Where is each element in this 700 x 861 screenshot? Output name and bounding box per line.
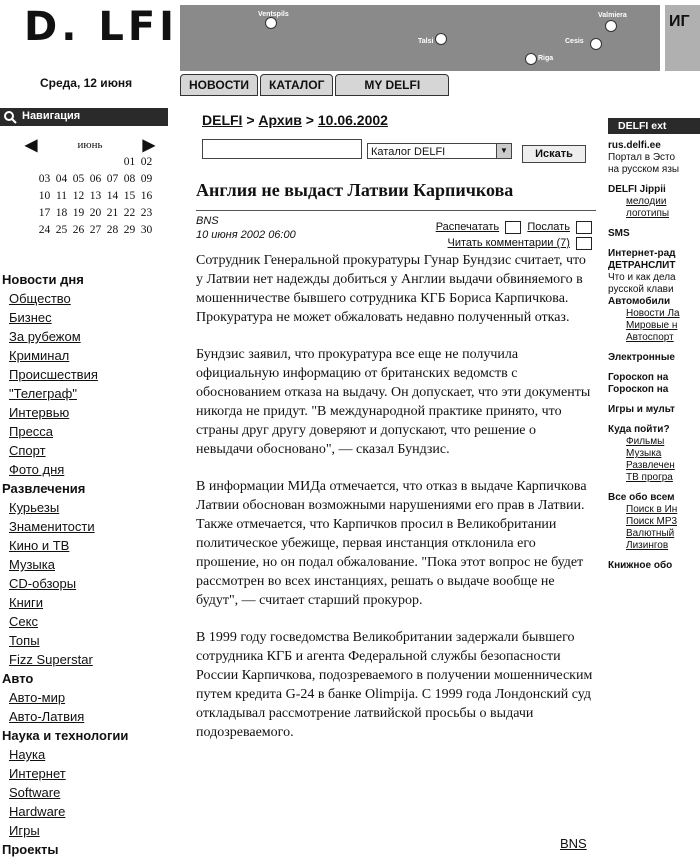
map-city: Cesis <box>565 38 584 45</box>
map-marker <box>590 38 602 50</box>
calendar-day[interactable]: 10 <box>38 190 51 202</box>
current-date: Среда, 12 июня <box>40 76 133 90</box>
calendar-day[interactable]: 19 <box>72 207 85 219</box>
nav-section-title[interactable]: Проекты <box>2 842 59 857</box>
calendar-day[interactable]: 16 <box>140 190 153 202</box>
calendar-day[interactable]: 30 <box>140 224 153 236</box>
article-paragraph: В информации МИДа отмечается, что отказ в выдаче Карпичкова Латвии обоснован возможными нарушениями его прав в Латвии. Также отмечается, что Карпичков просил в Великобритании политическое убежище, первая инстанция отклонила его прошение, но он подал обжалование. "Пока этот вопрос не будет рассмотрен во всех инстанциях, решать о выдаче вообще не будут", — считает старший прокурор. <box>196 479 587 608</box>
calendar-month-row <box>25 136 155 154</box>
catalog-select-value: Каталог DELFI <box>371 146 446 158</box>
search-input[interactable] <box>202 139 362 159</box>
right-link[interactable]: rus.delfi.ee <box>608 140 661 151</box>
nav-item[interactable]: Бизнес <box>9 310 52 325</box>
calendar-day[interactable]: 27 <box>89 224 102 236</box>
navigation-header <box>0 108 168 126</box>
right-link[interactable]: Поиск MP3 <box>626 516 678 527</box>
chevron-down-icon[interactable]: ▼ <box>496 144 511 158</box>
spacer <box>608 484 700 492</box>
calendar-day[interactable]: 28 <box>106 224 119 236</box>
calendar-day[interactable]: 07 <box>106 173 119 185</box>
calendar-days <box>25 154 155 239</box>
right-link[interactable]: логотипы <box>626 208 670 219</box>
right-link[interactable]: мелодии <box>626 196 667 207</box>
delfi-extra-header: DELFI ext <box>608 118 700 134</box>
calendar-day[interactable]: 05 <box>72 173 85 185</box>
comments-icon[interactable] <box>576 237 592 250</box>
article-datetime: 10 июня 2002 06:00 <box>196 229 296 241</box>
map-marker <box>605 20 617 32</box>
nav-item[interactable]: Топы <box>9 633 40 648</box>
calendar-week <box>25 188 155 205</box>
calendar-day[interactable]: 14 <box>106 190 119 202</box>
nav-item[interactable]: Фото дня <box>9 462 65 477</box>
spacer <box>608 552 700 560</box>
right-description: на русском язы <box>608 164 680 175</box>
right-link[interactable]: DELFI Jippii <box>608 184 666 195</box>
right-link[interactable]: Гороскоп на <box>608 384 669 395</box>
nav-section-title[interactable]: Развлечения <box>2 481 86 496</box>
navigation-title: Навигация <box>22 110 81 122</box>
spacer <box>608 220 700 228</box>
breadcrumb-date[interactable]: 10.06.2002 <box>317 112 388 128</box>
article-body <box>196 251 596 760</box>
delfi-logo[interactable]: D. LFI <box>24 4 179 50</box>
nav-section-title[interactable]: Авто <box>2 671 34 686</box>
calendar-day[interactable]: 04 <box>55 173 68 185</box>
right-link[interactable]: Гороскоп на <box>608 372 669 383</box>
right-link[interactable]: SMS <box>608 228 630 239</box>
spacer <box>608 344 700 352</box>
header-right-banner[interactable] <box>665 5 700 71</box>
calendar-day <box>104 154 121 171</box>
nav-item[interactable]: Курьезы <box>9 500 60 515</box>
calendar-day[interactable]: 06 <box>89 173 102 185</box>
calendar-week <box>25 154 155 171</box>
spacer <box>608 176 700 184</box>
calendar-month: июнь <box>77 139 103 151</box>
calendar-day[interactable]: 22 <box>123 207 136 219</box>
calendar-day[interactable]: 26 <box>72 224 85 236</box>
nav-item[interactable]: Игры <box>9 823 40 838</box>
right-link[interactable]: Фильмы <box>626 436 665 447</box>
nav-item[interactable]: Авто-Латвия <box>9 709 85 724</box>
nav-item[interactable]: Пресса <box>9 424 54 439</box>
nav-item[interactable]: Общество <box>9 291 71 306</box>
breadcrumb-separator: > <box>305 112 314 128</box>
send-link[interactable]: Послать <box>527 221 570 233</box>
right-link[interactable]: Музыка <box>626 448 662 459</box>
article-paragraph: Сотрудник Генеральной прокуратуры Гунар Бундзис считает, что у Латвии нет надежды добиться у Англии выдачи обвиняемого в мошенничестве бывшего сотрудника КГБ Бориса Карпичкова. Прокуратура не может обжаловать недавно полученный отказ. <box>196 253 586 325</box>
calendar-day[interactable]: 13 <box>89 190 102 202</box>
main-tabs <box>180 74 451 96</box>
right-link[interactable]: Лизингов <box>626 540 669 551</box>
map-city: Ventspils <box>258 11 289 18</box>
right-link[interactable]: Игры и мульт <box>608 404 675 415</box>
article-source: BNS <box>196 215 219 227</box>
right-link[interactable]: Куда пойти? <box>608 424 670 435</box>
right-link[interactable]: ТВ програ <box>626 472 673 483</box>
breadcrumb <box>202 112 388 128</box>
calendar-day <box>87 154 104 171</box>
right-link[interactable]: Валютный <box>626 528 675 539</box>
breadcrumb-archive[interactable]: Архив <box>258 112 302 128</box>
nav-item[interactable]: Музыка <box>9 557 55 572</box>
article-tools <box>400 219 592 251</box>
map-marker <box>525 53 537 65</box>
right-column <box>608 118 700 572</box>
nav-item[interactable]: Знаменитости <box>9 519 95 534</box>
nav-item[interactable]: CD-обзоры <box>9 576 77 591</box>
article-paragraph: В 1999 году госведомства Великобритании задержали бывшего сотрудника КГБ и агента Федеральной службы безопасности России Карпичкова, подозреваемого в получении мошенническим путем кредита G-24 в банке Olimpija. С 1999 года Лондонский суд откладывал рассмотрение латвийской просьбы о выдачи подозреваемого. <box>196 630 593 740</box>
right-link[interactable]: Мировые н <box>626 320 678 331</box>
calendar <box>25 136 155 239</box>
nav-section-title[interactable]: Новости дня <box>2 272 84 287</box>
calendar-day <box>70 154 87 171</box>
right-link[interactable]: Электронные <box>608 352 675 363</box>
calendar-day[interactable]: 29 <box>123 224 136 236</box>
left-navigation <box>0 270 170 859</box>
nav-item[interactable]: Интервью <box>9 405 70 420</box>
calendar-day[interactable]: 03 <box>38 173 51 185</box>
calendar-day[interactable]: 02 <box>140 156 153 168</box>
calendar-week <box>25 222 155 239</box>
nav-item[interactable]: Fizz Superstar <box>9 652 93 667</box>
calendar-day[interactable]: 25 <box>55 224 68 236</box>
calendar-day[interactable]: 20 <box>89 207 102 219</box>
right-link[interactable]: Автоспорт <box>626 332 674 343</box>
calendar-day[interactable]: 18 <box>55 207 68 219</box>
right-link[interactable]: Новости Ла <box>626 308 680 319</box>
prev-month-icon[interactable]: ◀ <box>25 137 38 154</box>
envelope-icon[interactable] <box>576 221 592 234</box>
right-links <box>608 140 700 572</box>
right-description: русской клави <box>608 284 674 295</box>
printer-icon[interactable] <box>505 221 521 234</box>
nav-section-title[interactable]: Наука и технологии <box>2 728 129 743</box>
nav-item[interactable]: Авто-мир <box>9 690 66 705</box>
catalog-select[interactable] <box>367 143 512 159</box>
calendar-day[interactable]: 17 <box>38 207 51 219</box>
spacer <box>608 416 700 424</box>
tab-my-delfi[interactable]: MY DELFI <box>335 74 449 96</box>
nav-item[interactable]: Наука <box>9 747 46 762</box>
nav-item[interactable]: Интернет <box>9 766 66 781</box>
spacer <box>608 396 700 404</box>
tab-catalog[interactable]: КАТАЛОГ <box>260 74 333 96</box>
right-link[interactable]: Автомобили <box>608 296 671 307</box>
nav-item[interactable]: За рубежом <box>9 329 81 344</box>
print-link[interactable]: Распечатать <box>435 221 500 233</box>
next-month-icon[interactable]: ▶ <box>142 137 155 154</box>
calendar-day <box>53 154 70 171</box>
article-paragraph: Бундзис заявил, что прокуратура все еще не получила официальную информацию от британских ведомств с обоснованием отказа на выдачу. Он допускает, что эти документы никогда не придут. "В международной практике принято, что страны друг другу доверяют и допускают, что решение о невыдачи обосновано", — сказал Бундзис. <box>196 347 591 457</box>
magnifier-icon <box>3 110 17 124</box>
header-map-banner[interactable] <box>180 5 660 71</box>
right-link[interactable]: Книжное обо <box>608 560 673 571</box>
calendar-day[interactable]: 12 <box>72 190 85 202</box>
breadcrumb-separator: > <box>246 112 255 128</box>
map-city: Riga <box>538 55 554 62</box>
calendar-day[interactable]: 11 <box>55 190 68 202</box>
calendar-day[interactable]: 09 <box>140 173 153 185</box>
calendar-day[interactable]: 08 <box>123 173 136 185</box>
nav-item[interactable]: Секс <box>9 614 38 629</box>
calendar-day[interactable]: 23 <box>140 207 153 219</box>
breadcrumb-root[interactable]: DELFI <box>202 112 243 128</box>
calendar-day <box>36 154 53 171</box>
right-description: Что и как дела <box>608 272 676 283</box>
banner-text: ИГ <box>669 13 690 30</box>
article-title: Англия не выдаст Латвии Карпичкова <box>196 180 514 200</box>
nav-item[interactable]: Кино и ТВ <box>9 538 70 553</box>
read-comments-link[interactable]: Читать комментарии (7) <box>447 237 570 249</box>
map-marker <box>435 33 447 45</box>
calendar-week <box>25 205 155 222</box>
right-link[interactable]: Поиск в Ин <box>626 504 678 515</box>
tab-news[interactable]: НОВОСТИ <box>180 74 258 96</box>
title-divider <box>196 210 596 211</box>
nav-item[interactable]: Криминал <box>9 348 70 363</box>
search-button[interactable]: Искать <box>522 145 586 163</box>
right-link[interactable]: Развлечен <box>626 460 675 471</box>
calendar-week <box>25 171 155 188</box>
calendar-day[interactable]: 15 <box>123 190 136 202</box>
right-link[interactable]: Все обо всем <box>608 492 675 503</box>
nav-item[interactable]: "Телеграф" <box>9 386 77 401</box>
spacer <box>608 364 700 372</box>
calendar-day[interactable]: 24 <box>38 224 51 236</box>
calendar-day[interactable]: 21 <box>106 207 119 219</box>
right-link[interactable]: Интернет-рад <box>608 248 676 259</box>
nav-item[interactable]: Спорт <box>9 443 46 458</box>
map-city: Talsi <box>418 38 434 45</box>
spacer <box>608 240 700 248</box>
map-city: Valmiera <box>598 12 627 19</box>
map-marker <box>265 17 277 29</box>
right-link[interactable]: ДЕТРАНСЛИТ <box>608 260 676 271</box>
right-description: Портал в Эсто <box>608 152 676 163</box>
nav-item[interactable]: Книги <box>9 595 44 610</box>
nav-item[interactable]: Software <box>9 785 61 800</box>
article-footer-source[interactable]: BNS <box>560 836 587 851</box>
nav-item[interactable]: Hardware <box>9 804 66 819</box>
nav-item[interactable]: Происшествия <box>9 367 98 382</box>
calendar-day[interactable]: 01 <box>123 156 136 168</box>
